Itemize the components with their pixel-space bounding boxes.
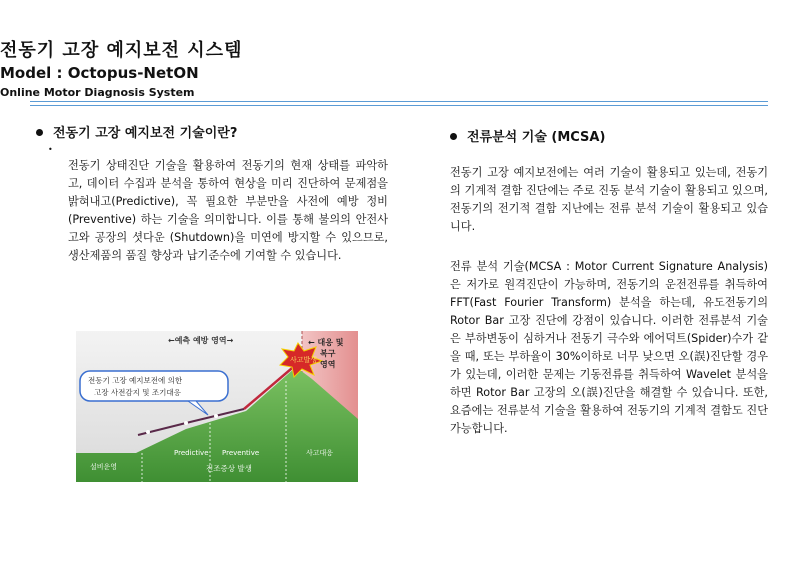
left-section-heading [36, 122, 237, 141]
stage-2-label: Predictive [174, 449, 209, 457]
stage-1-label: 설비운영 [90, 463, 118, 471]
system-caption: Online Motor Diagnosis System [0, 86, 195, 99]
page-title: 전동기 고장 예지보전 시스템 [0, 40, 243, 61]
sub-bullet: • [48, 145, 53, 154]
fault-label: 사고발생 [290, 356, 318, 364]
right-paragraph-1: 전동기 고장 예지보전에는 여러 기술이 활용되고 있는데, 전동기의 기계적 결함 진단에는 주로 진동 분석 기술이 활용되고 있으며, 전동기의 전기적 결함 지난에는 전류 분석 기술이 활용되고 있습니다. [450, 166, 768, 233]
top-label: ←예측 예방 영역→ [168, 336, 234, 345]
response-label-2: 복구 [320, 349, 336, 358]
stage-3-label: Preventive [222, 449, 260, 457]
header-divider-top [30, 101, 768, 102]
left-paragraph: 전동기 상태진단 기술을 활용하여 전동기의 현재 상태를 파악하고, 데이터 수집과 분석을 통하여 현상을 미리 진단하여 문제점을 밝혀내고(Predictive), 꼭 필요한 부분만을 사전에 예방 정비 (Preventive) 하는 기술을 의미합니다. 이를 통해 불의의 안전사고와 공장의 셧다운 (Shutdown)을 미연에 방지할 수 있으므로, 생산제품의 품질 향상과 납기준수에 기여할 수 있습니다. [68, 159, 388, 262]
right-section-heading [450, 126, 605, 145]
bullet-icon [450, 133, 457, 140]
callout-line-2: 고장 사전감지 및 조기대응 [94, 388, 181, 397]
model-subtitle: Model : Octopus-NetON [0, 64, 199, 82]
response-label-3: 영역 [320, 360, 336, 369]
callout-line-1: 전동기 고장 예지보전에 의한 [88, 376, 183, 385]
stage-4-label: 사고대응 [306, 449, 334, 457]
header-divider-bottom [30, 105, 768, 106]
right-heading-text: 전류분석 기술 (MCSA) [467, 130, 606, 145]
bottom-label: 전조증상 발생 [206, 464, 252, 473]
right-paragraph-2: 전류 분석 기술(MCSA : Motor Current Signature Analysis)은 저가로 원격진단이 가능하며, 전동기의 운전전류를 취득하여 FFT(Fast Fourier Transform) 분석을 하는데, 유도전동기의 Rotor Bar 고장 진단에 강점이 있습니다. 이러한 전류분석 기술은 부하변동이 심하거나 전동기 극수와 에어덕트(Spider)수가 같을 때, 또는 부하율이 30%이하로 너무 낮으면 오(誤)진단할 경우가 있는데, 이러한 문제는 기동전류를 취득하여 Wavelet 분석을 하면 Rotor Bar 고장의 오(誤)진단을 해결할 수 있습니다. 또한, 요즘에는 전류분석 기술을 활용하여 전동기의 기계적 결함도 진단 가능합니다. [450, 260, 768, 435]
response-label-1: ← 대응 및 [308, 338, 344, 347]
bullet-icon [36, 129, 43, 136]
predictive-maintenance-diagram [76, 331, 358, 482]
left-heading-text: 전동기 고장 예지보전 기술이란? [53, 126, 238, 141]
